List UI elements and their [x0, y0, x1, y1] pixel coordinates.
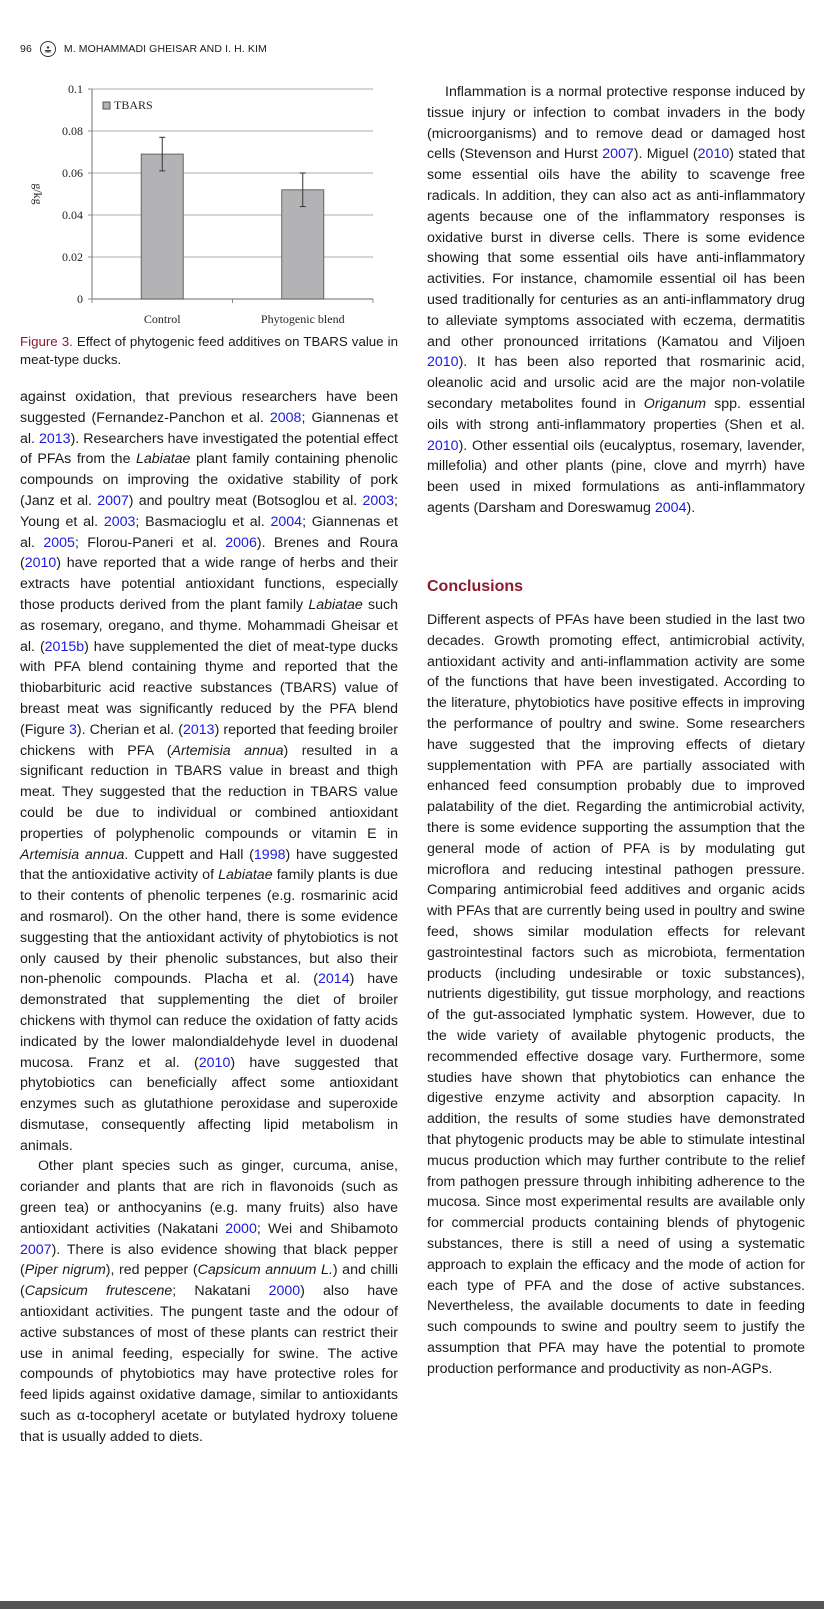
- tbars-bar-chart: [20, 78, 400, 340]
- section-heading-conclusions: Conclusions: [427, 578, 524, 595]
- italic-term: Artemisia annua: [171, 742, 284, 759]
- page-number: 96: [20, 43, 32, 55]
- citation-link[interactable]: 2004: [654, 499, 687, 516]
- figure-caption-text: Effect of phytogenic feed additives on TBARS value in meat-type ducks.: [20, 334, 398, 367]
- citation-link[interactable]: 2004: [270, 513, 303, 530]
- citation-link[interactable]: 2000: [268, 1283, 301, 1300]
- italic-term: Capsicum frutescene: [24, 1283, 173, 1300]
- italic-term: Origanum: [643, 395, 707, 412]
- left-column-text: [20, 387, 398, 1448]
- citation-link[interactable]: 2015b: [44, 638, 85, 655]
- y-tick-label: 0: [77, 292, 83, 306]
- running-head-authors: M. MOHAMMADI GHEISAR AND I. H. KIM: [63, 43, 267, 55]
- italic-term: Labiatae: [308, 596, 363, 613]
- paragraph: against oxidation, that previous researchers have been suggested (Fernandez-Panchon et al. 2008; Giannenas et al. 2013). Researchers have investigated the potential effect of PFAs from the Labiatae plant family containing phenolic compounds on improving the oxidative stability of pork (Janz et al. 2007) and poultry meat (Botsoglou et al. 2003; Young et al. 2003; Basmacioglu et al. 2004; Giannenas et al. 2005; Florou-Paneri et al. 2006). Brenes and Roura (2010) have reported that a wide range of herbs and their extracts have potential antioxidant functions, especially those products derived from the plant family Labiatae such as rosemary, oregano, and thyme. Mohammadi Gheisar et al. (2015b) have supplemented the diet of meat-type ducks with PFA blend containing thyme and reported that the thiobarbituric acid reactive substances (TBARS) value of breast meat was significantly reduced by the PFA blend (Figure 3). Cherian et al. (2013) reported that feeding broiler chickens with PFA (Artemisia annua) resulted in a significant reduction in TBARS value in breast and thigh meat. They suggested that the reduction in TBARS value could be due to individual or combined antioxidant properties of polyphenolic compounds or vitamin E in Artemisia annua. Cuppett and Hall (1998) have suggested that the antioxidative activity of Labiatae family plants is due to their contents of phenolic terpenes (e.g. rosmarinic acid and rosmarol). On the other hand, there is some evidence suggesting that the antioxidant activity of phytobiotics is not only caused by their phenolic substances, but also their non-phenolic compounds. Placha et al. (2014) have demonstrated that supplementing the diet of broiler chickens with thymol can reduce the oxidation of fatty acids indicated by the lower malondialdehyde level in duodenal mucosa. Franz et al. (2010) have suggested that phytobiotics can beneficially affect some antioxidant enzymes such as glutathione peroxidase and superoxide dismutase, consequently affecting lipid metabolism in animals.: [20, 389, 399, 1154]
- y-tick-label: 0.1: [68, 82, 83, 96]
- chart-canvas: [20, 78, 400, 340]
- running-head: [20, 40, 267, 58]
- y-tick-label: 0.06: [62, 166, 83, 180]
- italic-term: Labiatae: [136, 451, 191, 468]
- right-column-text: [427, 82, 805, 519]
- citation-link[interactable]: 2007: [97, 492, 129, 509]
- citation-link[interactable]: 2010: [427, 354, 459, 371]
- y-tick-label: 0.02: [62, 250, 83, 264]
- citation-link[interactable]: 2005: [43, 534, 75, 551]
- conclusions-text: [427, 610, 805, 1379]
- citation-link[interactable]: 2000: [225, 1220, 257, 1237]
- y-axis-label: g/kg: [31, 183, 45, 205]
- italic-term: Capsicum annuum L.: [197, 1262, 333, 1279]
- citation-link[interactable]: 2013: [183, 721, 215, 738]
- citation-link[interactable]: 2008: [269, 409, 302, 426]
- italic-term: Labiatae: [218, 867, 273, 884]
- citation-link[interactable]: 2013: [39, 430, 71, 447]
- figure-caption: [20, 333, 398, 369]
- legend-swatch: [103, 102, 110, 109]
- citation-link[interactable]: 2003: [362, 492, 395, 509]
- citation-link[interactable]: 2010: [697, 146, 730, 163]
- citation-link[interactable]: 2007: [602, 146, 634, 163]
- citation-link[interactable]: 2007: [20, 1241, 52, 1258]
- x-category-label: Phytogenic blend: [260, 312, 345, 326]
- legend-label: TBARS: [114, 98, 153, 112]
- citation-link[interactable]: 2006: [225, 534, 257, 551]
- bar: [141, 154, 183, 299]
- figure-label: Figure 3.: [20, 334, 73, 349]
- viewer-bottom-bar: [0, 1601, 824, 1609]
- citation-link[interactable]: 2014: [318, 971, 350, 988]
- y-tick-label: 0.08: [62, 124, 83, 138]
- lamp-logo-icon: [40, 41, 56, 57]
- y-tick-label: 0.04: [62, 208, 83, 222]
- paragraph: Different aspects of PFAs have been studied in the last two decades. Growth promoting effect, antimicrobial activity, antioxidant activity and anti-inflammation activity are some of the functions that have been investigated. According to the literature, phytobiotics have positive effects in improving the performance of poultry and swine. Some researchers have suggested that the improving effects of dietary supplementation with PFA are partially associated with enhanced feed consumption probably due to improved palatability of the diet. Regarding the antimicrobial activity, there is some evidence supporting the assumption that the general mode of action of PFA is by modulating gut microflora and reducing intestinal pathogen pressure. Comparing antimicrobial feed additives and organic acids with PFAs that are currently being used in poultry and swine feed, shows similar modulation effects for relevant gastrointestinal factors such as microbiota, fermentation products (including undesirable or toxic substances), nutrients digestibility, gut tissue morphology, and reactions of the gut-associated lymphatic system. However, due to the wide variety of available phytogenic products, the recommended effective dosage vary. Furthermore, some studies have shown that phytobiotics can enhance the digestive enzyme activity and absorption capacity. In addition, the results of some studies have demonstrated that phytogenic products may be able to stimulate intestinal mucus production which may further contribute to the relief from pathogen pressure through inhibiting adherence to the mucosa. Since most experimental results are available only for commercial products containing blends of phytogenic substances, there is still a need of using a systematic approach to explain the efficacy and the mode of action for each type of PFA and the dose of active substances. Nevertheless, the available documents to date in feeding such compounds to swine and poultry seem to justify the assumption that PFA may have the potential to promote production performance and productivity as non-AGPs.: [427, 612, 805, 1377]
- citation-link[interactable]: 2003: [103, 513, 136, 530]
- italic-term: Piper nigrum: [24, 1262, 106, 1279]
- paragraph: Other plant species such as ginger, curcuma, anise, coriander and plants that are rich in flavonoids (such as green tea) or anthocyanins (e.g. many fruits) also have antioxidant activities (Nakatani 2000; Wei and Shibamoto 2007). There is also evidence showing that black pepper (Piper nigrum), red pepper (Capsicum annuum L.) and chilli (Capsicum frutescene; Nakatani 2000) also have antioxidant activities. The pungent taste and the odour of active substances of most of these plants can restrict their use in animal feeding, especially for swine. The active compounds of phytobiotics may have protective roles for feed lipids against oxidative damage, similar to antioxidants such as α-tocopheryl acetate or butylated hydroxy toluene that is usually added to diets.: [20, 1158, 399, 1445]
- citation-link[interactable]: 2010: [24, 555, 57, 572]
- citation-link[interactable]: 1998: [253, 846, 286, 863]
- x-category-label: Control: [143, 312, 181, 326]
- citation-link[interactable]: 2010: [198, 1054, 231, 1071]
- citation-link[interactable]: 3: [69, 721, 77, 738]
- paragraph: Inflammation is a normal protective response induced by tissue injury or infection to combat invaders in the body (microorganisms) and to remove dead or damaged host cells (Stevenson and Hurst 2007). Miguel (2010) stated that some essential oils have the ability to scavenge free radicals. In addition, they can also act as anti-inflammatory agents because one of the inflammatory responses is oxidative burst in diverse cells. There is some evidence showing that some essential oils have anti-inflammatory activities. For instance, chamomile essential oil has been used traditionally for centuries as an anti-inflammatory drug to alleviate symptoms associated with eczema, dermatitis and other pronounced irritations (Kamatou and Viljoen 2010). It has been also reported that rosmarinic acid, oleanolic acid and ursolic acid are the major non-volatile secondary metabolites found in Origanum spp. essential oils with strong anti-inflammatory properties (Shen et al. 2010). Other essential oils (eucalyptus, rosemary, lavender, millefolia) and other plants (pine, clove and myrrh) have been used in mixed formulations as anti-inflammatory agents (Darsham and Doreswamug 2004).: [427, 84, 805, 516]
- italic-term: Artemisia annua: [20, 846, 125, 863]
- citation-link[interactable]: 2010: [427, 437, 459, 454]
